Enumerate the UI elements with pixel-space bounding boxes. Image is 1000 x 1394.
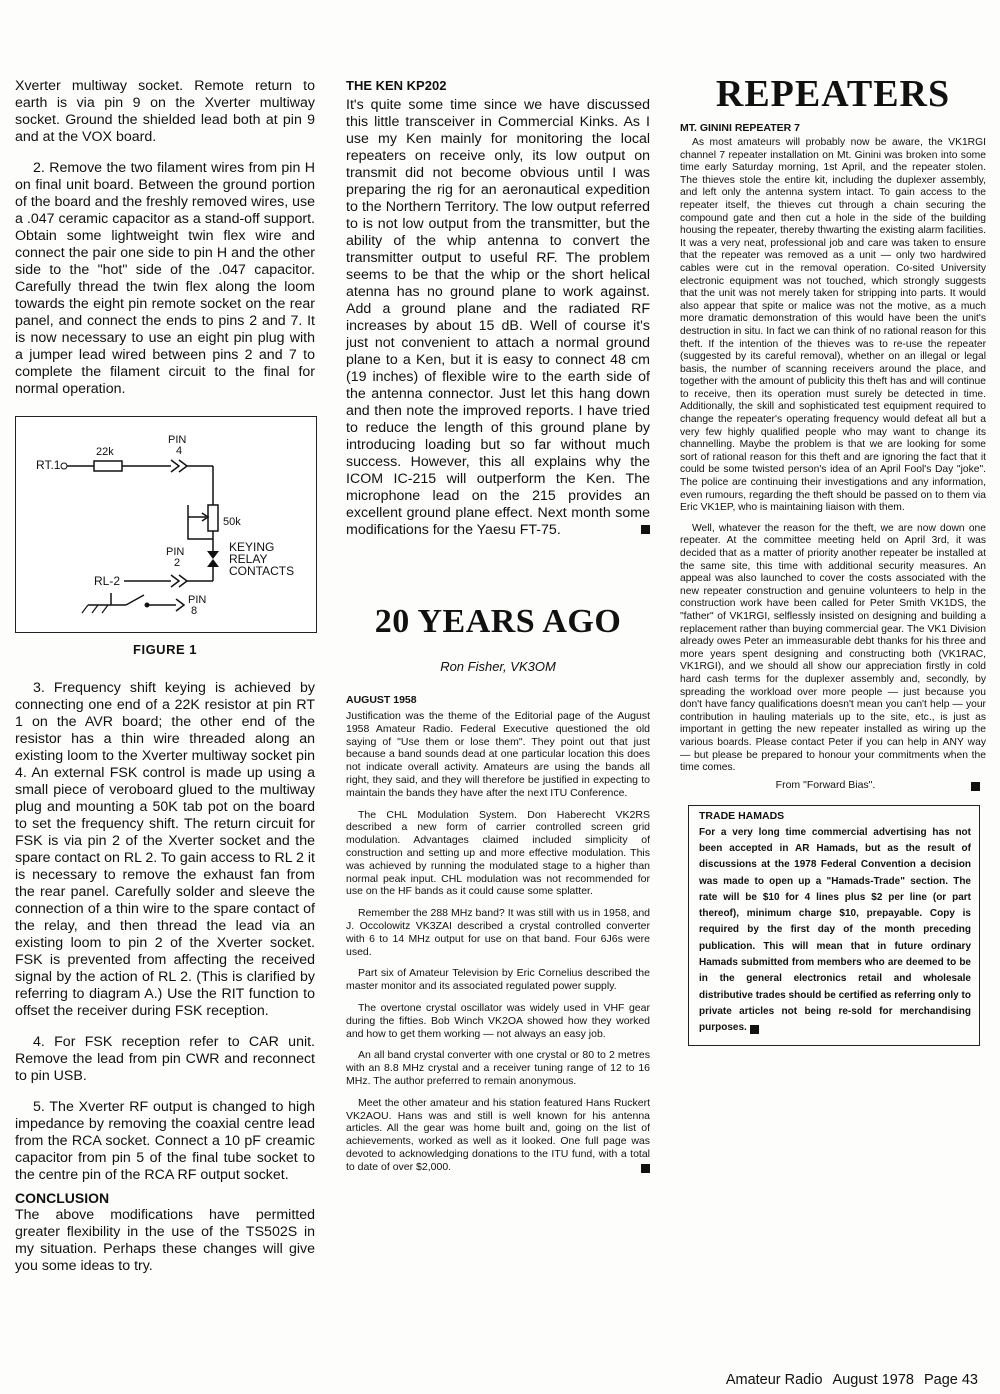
paragraph: The overtone crystal oscillator was widely used in VHF gear during the fifties. Bob Winch VK2OA showed how they worked and how to get them working — not always an easy job. xyxy=(346,1001,650,1040)
connector-pin2 xyxy=(171,575,187,587)
column-2 xyxy=(346,78,650,1174)
box-body xyxy=(699,825,971,1037)
circuit-diagram xyxy=(16,417,316,632)
ground-symbol xyxy=(82,605,108,613)
section-title: 20 YEARS AGO xyxy=(374,603,622,640)
magazine-name: Amateur Radio xyxy=(725,1372,823,1388)
conclusion-heading: CONCLUSION xyxy=(15,1190,110,1206)
end-mark-icon xyxy=(971,782,980,791)
paragraph: An all band crystal converter with one crystal or 80 to 2 metres with an 8.8 MHz crystal and a receiver tuning range of 12 to 16 MHz. The author preferred to remain anonymous. xyxy=(346,1049,650,1087)
paragraph xyxy=(346,97,650,539)
pin2-label: PIN xyxy=(166,546,185,558)
figure-1-schematic xyxy=(15,416,317,633)
contacts-label: CONTACTS xyxy=(229,564,295,578)
relay-switch-arm xyxy=(126,595,144,605)
paragraph: Well, whatever the reason for the theft, we are now down one repeater. At the committee meeting held on April 3rd, it was decided that as a matter of priority another repeater be installed at the same site, this time with additional security measures. An appeal was also launched to cover the costs associated with the new repeater construction and genuine volunteers to help in the construction work have been called for Peter Smith VK1DS, the "father" of VK1RGI, selflessly insisted on designing and building a replacement rather than buying commercial gear. The VK1 Division already owes Peter an immeasurable debt thanks for his three and more years spent designing and constructing both (VK1RAC, VK1RGI), and we should all show our appreciation firstly in cold hard cash terms for the duplexer assembly and, secondly, by spreading the workload over more people — just because you don't have fancy qualifications doesn't mean you can't help — your contribution in hauling materials up to the site, etc., is just as important in getting the new repeater installed as wiring up the various boards. Please contact Peter if you can help in ANY way — but please be prepared to honour your commitments when the time comes. xyxy=(680,522,986,774)
section-title: REPEATERS xyxy=(715,73,951,115)
end-mark-icon xyxy=(641,525,650,534)
connector-pin4 xyxy=(171,460,187,472)
source-credit-text: From "Forward Bias". xyxy=(775,778,876,791)
paragraph xyxy=(346,1097,650,1174)
page-number: Page 43 xyxy=(923,1372,978,1388)
paragraph: 5. The Xverter RF output is changed to high impedance by removing the coaxial centre lead from the RCA socket. Connect a 10 pF creamic capacitor from pin 5 of the final tube socket to the centre pin of the RCA RF output socket. xyxy=(15,1099,315,1183)
pin4-number: 4 xyxy=(176,445,183,457)
section-heading: THE KEN KP202 xyxy=(346,78,447,93)
connector-pin8 xyxy=(176,599,184,611)
box-heading: TRADE HAMADS xyxy=(699,809,785,822)
box-body-text: For a very long time commercial advertising has not been accepted in AR Hamads, but as the result of discussions at the 1978 Federal Convention a decision was made to open up a "Hamads-Trade" section. The rate will be $10 for 4 lines plus $2 per line (or part thereof), minimum charge $10, prepayable. Copy is required by the first day of the month preceding publication. This will mean that in future ordinary Hamads submitted from members who are deemed to be in the general electronics retail and wholesale distributive trades should be certified as referring only to private articles not being re-sold for merchandising purposes. xyxy=(699,826,971,1034)
pin4-label: PIN xyxy=(168,434,187,446)
paragraph-text: Meet the other amateur and his station featured Hans Ruckert VK2AOU. Hans was and still is well known for his antenna articles. All the gear was home built and, going on the list of achievements, worked as well as it looked. One full page was devoted to acknowledging donations to the ITU fund, with a total to date of over $2,000. xyxy=(346,1096,650,1173)
paragraph: 2. Remove the two filament wires from pin H on final unit board. Between the ground portion of the board and the freshly removed wires, use a .047 ceramic capacitor as a stand-off support. Obtain some lightweight twin flex wire and connect the pair one side to pin H and the other side to the "hot" side of the .047 capacitor. Carefully thread the twin flex along the loom towards the eight pin remote socket on the rear panel, and connect the ends to pins 2 and 7. It is now necessary to use an eight pin plug with a jumper lead wired between pins 2 and 7 to complete the filament circuit to the final for normal operation. xyxy=(15,160,315,397)
paragraph: The CHL Modulation System. Don Haberecht VK2RS described a new form of carrier controlled screen grid modulation. Advantages claimed included simplicity of construction and setting up and more effective modulation. This was achieved by running the modulated stage to a higher than normal peak input. CHL modulation was not recommended for use on the HF bands as it could cause some splatter. xyxy=(346,808,650,898)
r22k-label: 22k xyxy=(96,446,114,458)
byline: Ron Fisher, VK3OM xyxy=(440,659,556,674)
pin2-number: 2 xyxy=(174,557,181,569)
paragraph: Remember the 288 MHz band? It was still with us in 1958, and J. Occolowitz VK3ZAI described a crystal controlled converter with 6 to 14 MHz output for use on that band. Four 6J6s were used. xyxy=(346,907,650,958)
rt1-label: RT.1 xyxy=(36,458,61,472)
issue-date: August 1978 xyxy=(832,1372,914,1388)
figure-caption: FIGURE 1 xyxy=(133,642,197,657)
end-mark-icon xyxy=(750,1025,759,1034)
source-credit xyxy=(680,779,986,791)
paragraph: As most amateurs will probably now be aware, the VK1RGI channel 7 repeater installation on Mt. Ginini was broken into some time early Saturday morning, 1st April, and the repeater stolen. The thieves stole the entire kit, including the duplexer assembly, and left only the antenna system intact. To gain access to the repeater itself, the thieves cut through a chain securing the compound gate and then cut a hole in the side of the building housing the repeater, thereby thwarting the existing alarm facilities. It was a very neat, professional job and care was taken to ensure that the repeater was removed as a unit — only two hardwired cables were cut in the removal operation. Co-sited University electronic equipment was not touched, which strongly suggests that the unit was not merely taken for stripping into parts. It would also appear that spite or malice was not the motive, as a much more dramatic demonstration of this would have been the unit's destruction in situ. In fact we can think of no rational reason for this theft. If the intention of the thieves was to re-use the repeater (suggested by its careful removal), whether on an illegal or legal basis, the number of scanning receivers around the place, and together with the amount of publicity this theft has and will continue to receive, then its operation must surely be detected in time. Additionally, the skill and sophisticated test equipment required to change the repeater's operating frequency would defeat all but a very few highly qualified people who may want to change its channelling. Maybe the problem is that we are looking for some sort of rational reason for this theft and are ignoring the fact that it could be some twisted person's idea of an April Fool's Day "joke". The police are continuing their investigations and any information, even rumours, regarding the theft should be passed on to them via Eric VK1EP, who is maintaining liaison with them. xyxy=(680,137,986,514)
pin8-label: PIN xyxy=(188,594,207,606)
rl2-label: RL-2 xyxy=(94,574,121,588)
trade-hamads-box xyxy=(688,805,980,1046)
terminal-node xyxy=(61,463,67,469)
r50k-label: 50k xyxy=(223,516,241,528)
paragraph: Part six of Amateur Television by Eric Cornelius described the master monitor and its associated regulated power supply. xyxy=(346,967,650,993)
potentiometer-50k xyxy=(208,505,218,531)
end-mark-icon xyxy=(641,1164,650,1173)
paragraph: 4. For FSK reception refer to CAR unit. Remove the lead from pin CWR and reconnect to pin USB. xyxy=(15,1034,315,1084)
resistor-22k xyxy=(94,461,122,471)
paragraph-text: It's quite some time since we have discussed this little transceiver in Commercial Kinks. As I use my Ken mainly for monitoring the local repeaters on receive only, its low output on transmit did not become obvious until I was preparing the rig for an aeronautical expedition to the Northern Territory. The low output referred to is not low output from the transmitter, but the ability of the whip antenna to convert the transmitter output to useful RF. The problem seems to be that the whip or the short helical atenna has no ground plane to work against. Add a ground plane and the radiated RF increases by about 15 dB. Well of course it's just not convenient to attach a normal ground plane to a Ken, but it is easy to connect 48 cm (19 inches) of flexible wire to the earth side of the antenna connector. Just let this hang down and then note the improved reports. I have tried to reduce the length of this ground plane by introducing loading but so far without much success. However, this all explains why the ICOM IC-215 will outperform the Ken. The microphone lead on the 215 provides an excellent ground plane effect. Next month some modifications for the Yaesu FT-75. xyxy=(346,97,650,538)
relay-label: RELAY xyxy=(229,552,268,566)
column-3 xyxy=(680,73,986,1046)
pin8-number: 8 xyxy=(191,605,198,617)
relay-contacts xyxy=(207,551,219,567)
column-1 xyxy=(15,78,315,1275)
page-footer xyxy=(716,1372,978,1388)
keying-label: KEYING xyxy=(229,540,275,554)
sub-heading: AUGUST 1958 xyxy=(346,694,417,706)
paragraph: The above modifications have permitted greater flexibility in the use of the TS502S in my situation. Perhaps these changes will give you some ideas to try. xyxy=(15,1207,315,1274)
paragraph: Justification was the theme of the Editorial page of the August 1958 Amateur Radio. Federal Executive questioned the old saying of "Use them or lose them". They point out that just because a band sounds dead at one particular location this does not indicate overall activity. Amateurs are using the bands all right, they said, and they will therefore be justified in expecting to maintain the bands they have after the next ITU Conference. xyxy=(346,710,650,799)
paragraph: 3. Frequency shift keying is achieved by connecting one end of a 22K resistor at pin RT 1 on the AVR board; the other end of the resistor has a thin wire threaded along an existing loom to the Xverter multiway socket pin 4. An external FSK control is made up using a small piece of veroboard glued to the multiway plug and mounting a 50K tab pot on the board to set the frequency shift. The return circuit for FSK is via pin 2 of the Xverter socket and the spare contact on RL 2. To gain access to RL 2 it is necessary to remove the exhaust fan from the rear panel. Carefully solder and sleeve the connection of a thin wire to the spare contact of the relay, and then thread the lead via an existing loom to pin 2 of the Xverter socket. FSK is prevented from affecting the received signal by the action of RL 2. (This is clarified by referring to diagram A.) Use the RIT function to offset the receiver during FSK reception. xyxy=(15,680,315,1019)
sub-heading: MT. GININI REPEATER 7 xyxy=(680,122,800,134)
paragraph: Xverter multiway socket. Remote return to earth is via pin 9 on the Xverter multiway socket. Ground the shielded lead both at pin 9 and at the VOX board. xyxy=(15,78,315,145)
